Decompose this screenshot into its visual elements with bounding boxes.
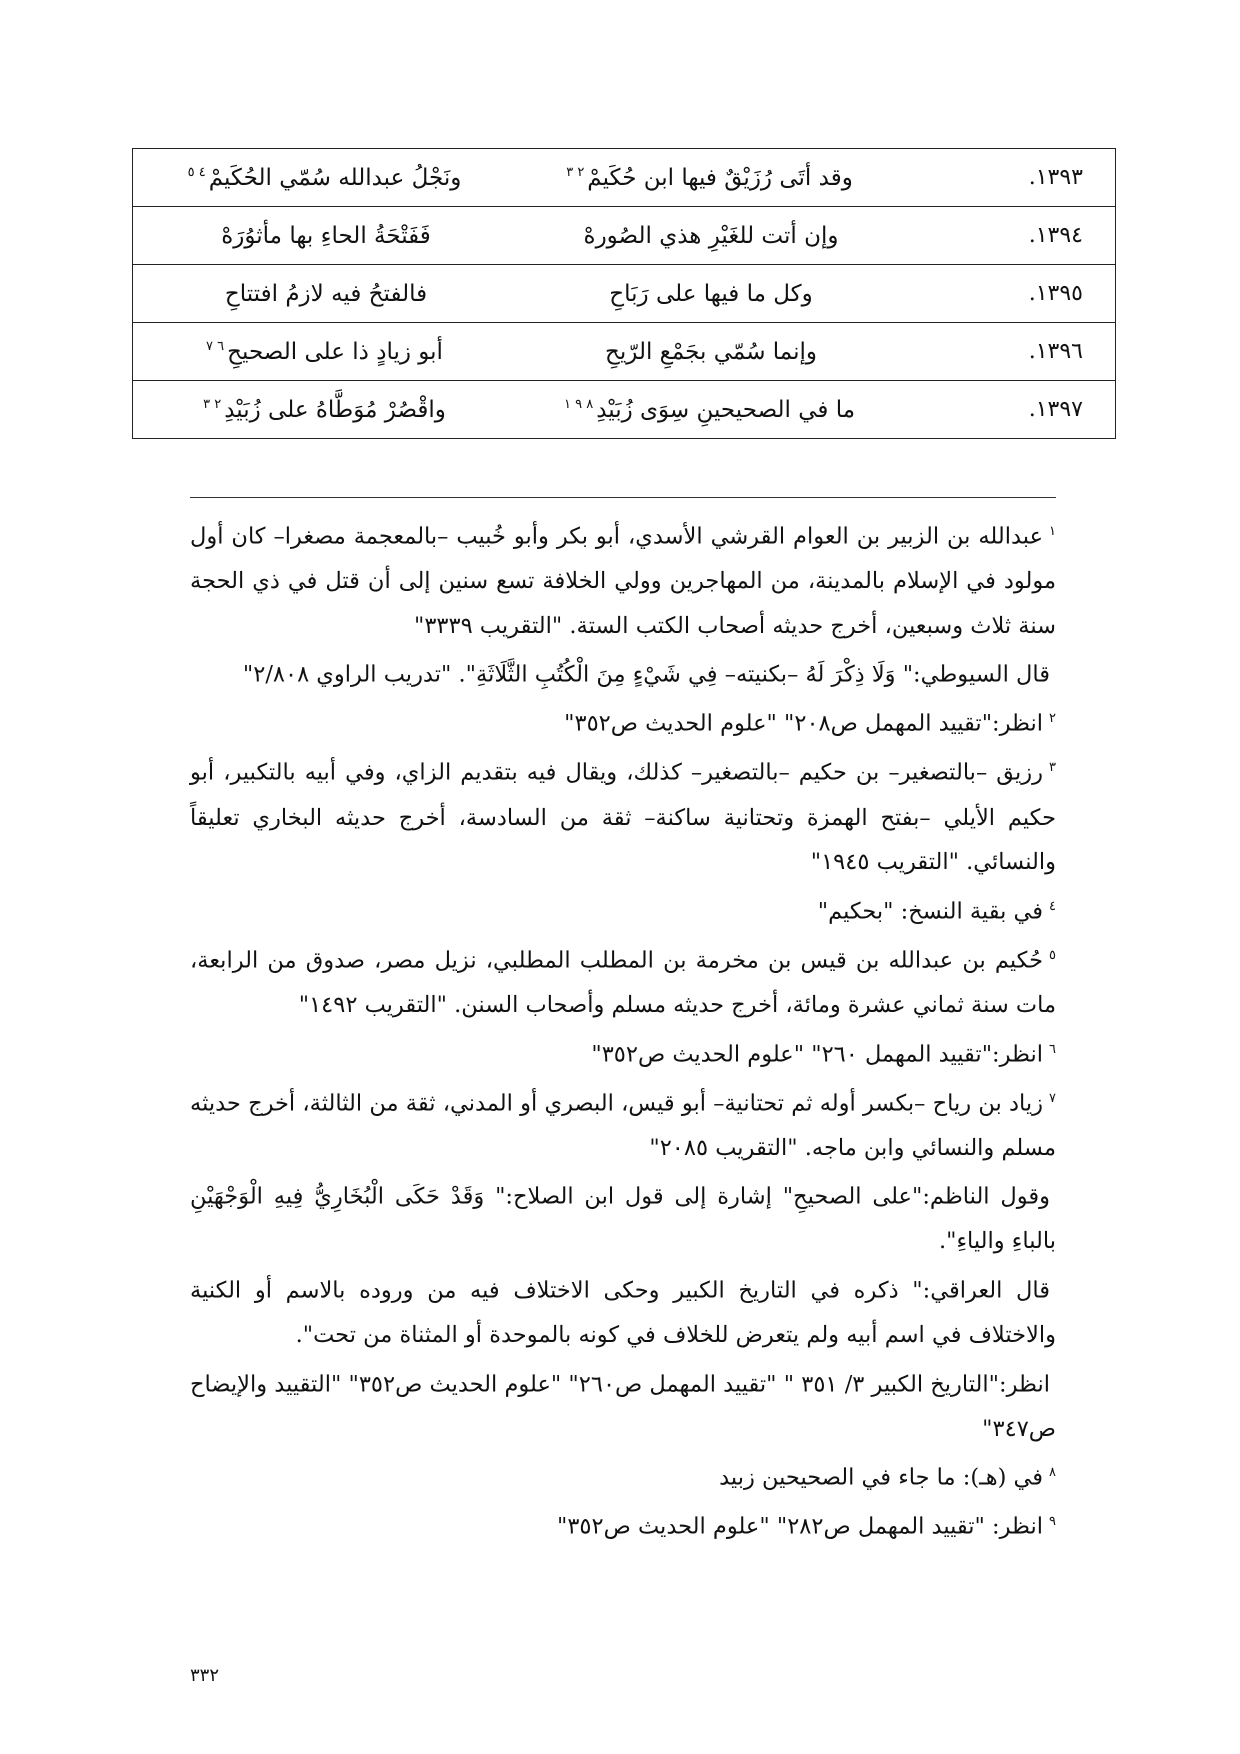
hemistich-text: أبو زيادٍ ذا على الصحيحِ bbox=[227, 338, 443, 365]
verse-second-hemistich bbox=[133, 207, 514, 265]
footnote bbox=[190, 697, 1056, 746]
footnote-number: ٩ bbox=[1049, 1514, 1056, 1530]
footnote-text: وقول الناظم:"على الصحيحِ" إشارة إلى قول ابن الصلاح:" وَقَدْ حَكَى الْبُخَارِيُّ فِيهِ الْوَجْهَيْنِ بالباءِ والياءِ". bbox=[190, 1183, 1056, 1255]
verse-number: ١٣٩٧. bbox=[903, 381, 1116, 439]
footnote-text: انظر: "تقييد المهمل ص٢٨٢" "علوم الحديث ص٣٥٢" bbox=[556, 1513, 1044, 1540]
verse-number: ١٣٩٣. bbox=[903, 149, 1116, 207]
verse-first-hemistich bbox=[513, 323, 903, 381]
verse-second-hemistich bbox=[133, 149, 514, 207]
footnote bbox=[190, 648, 1056, 697]
page-number: ٣٣٢ bbox=[190, 1665, 220, 1686]
footnote bbox=[190, 1358, 1056, 1452]
hemistich-text: ونَجْلُ عبدالله سُمّي الحُكَيمْ bbox=[208, 164, 462, 191]
footnote-number: ٥ bbox=[1049, 947, 1056, 963]
footnote bbox=[190, 1451, 1056, 1500]
verse-second-hemistich bbox=[133, 323, 514, 381]
hemistich-text: فالفتحُ فيه لازمُ افتتاحِ bbox=[224, 280, 428, 307]
footnote bbox=[190, 746, 1056, 884]
footnote-separator bbox=[190, 497, 1056, 498]
footnote bbox=[190, 510, 1056, 648]
footnote-text: انظر:"تقييد المهمل ص٢٠٨" "علوم الحديث ص٣٥٢" bbox=[564, 710, 1044, 737]
footnote-text: قال السيوطي:" وَلَا ذِكْرَ لَهُ –بكنيته– فِي شَيْءٍ مِنَ الْكُتُبِ الثَّلَاثَةِ". "تدريب الراوي ٢/٨٠٨" bbox=[242, 661, 1050, 688]
hemistich-text: وإن أتت للغَيْرِ هذي الصُورهْ bbox=[583, 222, 839, 249]
verse-first-hemistich bbox=[513, 207, 903, 265]
footnote bbox=[190, 1077, 1056, 1171]
footnote bbox=[190, 1500, 1056, 1549]
footnote bbox=[190, 1028, 1056, 1077]
footnote-text: زياد بن رياح –بكسر أوله ثم تحتانية– أبو قيس، البصري أو المدني، ثقة من الثالثة، أخرج حديثه مسلم والنسائي وابن ماجه. "التقريب ٢٠٨٥" bbox=[190, 1090, 1056, 1161]
verse-first-hemistich bbox=[513, 265, 903, 323]
verse-first-hemistich bbox=[513, 381, 903, 439]
footnote-refs: ٢ ٣ bbox=[566, 164, 585, 180]
verse-number: ١٣٩٥. bbox=[903, 265, 1116, 323]
verse-row bbox=[133, 207, 1116, 265]
verse-row bbox=[133, 265, 1116, 323]
footnote-number: ٦ bbox=[1049, 1041, 1056, 1057]
footnote-text: في بقية النسخ: "بحكيم" bbox=[817, 898, 1044, 925]
verse-row bbox=[133, 149, 1116, 207]
hemistich-text: فَفَتْحَةُ الحاءِ بها مأثوُرَهْ bbox=[221, 222, 431, 249]
footnote-text: في (هـ): ما جاء في الصحيحين زبيد bbox=[719, 1464, 1044, 1491]
footnote bbox=[190, 1264, 1056, 1358]
footnote-number: ٤ bbox=[1049, 898, 1056, 914]
hemistich-text: ما في الصحيحينِ سِوَى زُبَيْدِ bbox=[596, 396, 856, 423]
verse-row bbox=[133, 323, 1116, 381]
footnote-refs: ٤ ٥ bbox=[187, 164, 206, 180]
hemistich-text: وكل ما فيها على رَبَاحِ bbox=[609, 280, 813, 307]
hemistich-text: وإنما سُمّي بجَمْعِ الرّيحِ bbox=[605, 338, 817, 365]
footnote-text: حُكيم بن عبدالله بن قيس بن مخرمة بن المطلب المطلبي، نزيل مصر، صدوق من الرابعة، مات سنة ثماني عشرة ومائة، أخرج حديثه مسلم وأصحاب السنن. "التقريب ١٤٩٢" bbox=[190, 947, 1056, 1018]
verse-second-hemistich bbox=[133, 265, 514, 323]
verse-row bbox=[133, 381, 1116, 439]
verse-table bbox=[132, 148, 1116, 439]
footnote-refs: ٢ ٣ bbox=[203, 396, 222, 412]
hemistich-text: واقْصُرْ مُوَطَّاهُ على زُبَيْدِ bbox=[224, 396, 446, 423]
footnote-number: ٨ bbox=[1049, 1465, 1056, 1481]
verse-number: ١٣٩٤. bbox=[903, 207, 1116, 265]
footnote-text: قال العراقي:" ذكره في التاريخ الكبير وحكى الاختلاف فيه من وروده بالاسم أو الكنية والاختلاف في اسم أبيه ولم يتعرض للخلاف في كونه بالموحدة أو المثناة من تحت". bbox=[190, 1277, 1056, 1349]
footnote-refs: ٨ ٩ ١ bbox=[563, 396, 594, 412]
footnote bbox=[190, 934, 1056, 1028]
footnote-number: ٢ bbox=[1049, 711, 1056, 727]
footnote-text: انظر:"تقييد المهمل ٢٦٠" "علوم الحديث ص٣٥٢" bbox=[591, 1041, 1044, 1068]
hemistich-text: وقد أتَى رُزَيْقٌ فيها ابن حُكَيمْ bbox=[587, 164, 853, 191]
footnote-refs: ٦ ٧ bbox=[206, 338, 225, 354]
footnote-number: ١ bbox=[1049, 524, 1056, 539]
footnote bbox=[190, 885, 1056, 934]
footnote-text: انظر:"التاريخ الكبير ٣/ ٣٥١ " "تقييد المهمل ص٢٦٠" "علوم الحديث ص٣٥٢" "التقييد والإيضاح ص٣٤٧" bbox=[190, 1371, 1056, 1442]
footnote-text: عبدالله بن الزبير بن العوام القرشي الأسدي، أبو بكر وأبو خُبيب –بالمعجمة مصغرا– كان أول مولود في الإسلام بالمدينة، من المهاجرين وولي الخلافة تسع سنين إلى أن قتل في ذي الحجة سنة ثلاث وسبعين، أخرج حديثه أصحاب الكتب الستة. "التقريب ٣٣٣٩" bbox=[190, 523, 1056, 639]
verse-number: ١٣٩٦. bbox=[903, 323, 1116, 381]
footnote bbox=[190, 1170, 1056, 1264]
footnote-text: رزيق –بالتصغير– بن حكيم –بالتصغير– كذلك، ويقال فيه بتقديم الزاي، وفي أبيه بالتكبير، أبو حكيم الأيلي –بفتح الهمزة وتحتانية ساكنة– ثقة من السادسة، أخرج حديثه البخاري تعليقاً والنسائي. "التقريب ١٩٤٥" bbox=[190, 759, 1056, 876]
footnotes bbox=[190, 510, 1056, 1550]
verse-first-hemistich bbox=[513, 149, 903, 207]
verse-second-hemistich bbox=[133, 381, 514, 439]
footnote-number: ٧ bbox=[1049, 1090, 1056, 1106]
footnote-number: ٣ bbox=[1049, 760, 1056, 776]
